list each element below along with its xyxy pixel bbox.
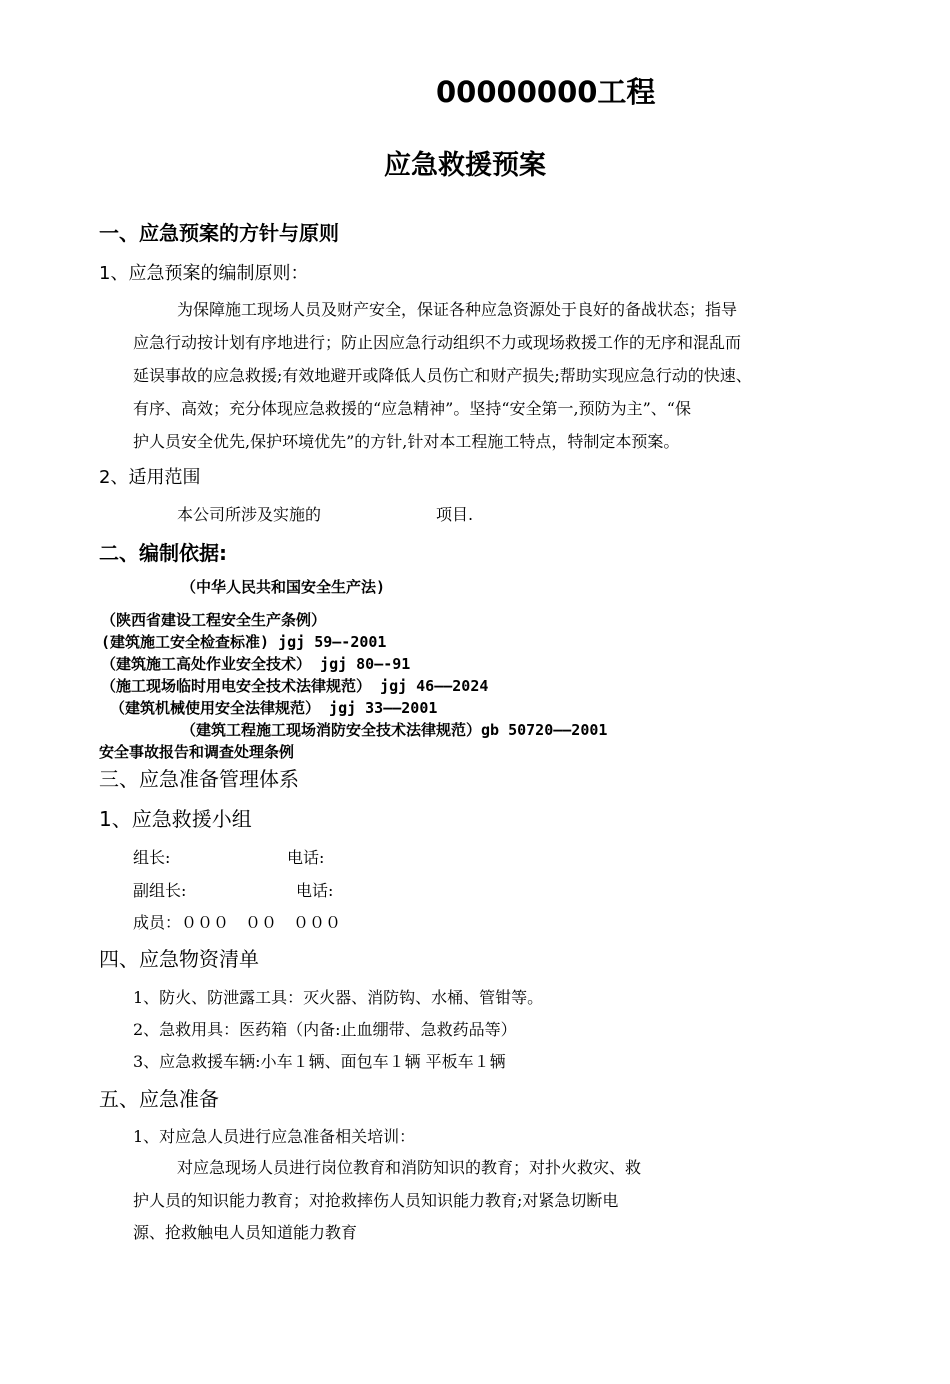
paragraph-line: 护人员的知识能力教育；对抢救摔伤人员知识能力教育;对紧急切断电 — [133, 1191, 619, 1210]
section-4-heading: 四、应急物资清单 — [99, 947, 259, 971]
reference-item: （建筑工程施工现场消防安全技术法律规范）gb 50720——2001 — [181, 721, 608, 739]
section-3-1-heading: 1、应急救援小组 — [99, 807, 252, 831]
document-title: 00000000工程 — [436, 75, 656, 109]
paragraph-line: 护人员安全优先,保护环境优先”的方针,针对本工程施工特点，特制定本预案。 — [133, 432, 680, 451]
leader-phone-label: 电话: — [287, 848, 325, 867]
members-line: 成员：０００ ００ ０００ — [133, 913, 342, 932]
supply-item: 2、急救用具：医药箱（内备:止血绷带、急救药品等） — [133, 1020, 517, 1039]
reference-item: （建筑施工高处作业安全技术） jgj 80—-91 — [101, 655, 411, 673]
paragraph-line: 为保障施工现场人员及财产安全，保证各种应急资源处于良好的备战状态；指导 — [177, 300, 738, 319]
section-2-heading: 二、编制依据: — [99, 541, 227, 565]
supply-item: 3、应急救援车辆:小车１辆、面包车１辆 平板车１辆 — [133, 1052, 506, 1071]
paragraph-line: 延误事故的应急救援;有效地避开或降低人员伤亡和财产损失;帮助实现应急行动的快速、 — [133, 366, 752, 385]
paragraph-line: 源、抢救触电人员知道能力教育 — [133, 1223, 358, 1242]
document-subtitle: 应急救援预案 — [384, 150, 546, 181]
section-5-heading: 五、应急准备 — [99, 1087, 219, 1111]
paragraph-line: 应急行动按计划有序地进行；防止因应急行动组织不力或现场救援工作的无序和混乱而 — [133, 333, 742, 352]
reference-item: 安全事故报告和调查处理条例 — [99, 743, 295, 761]
paragraph-line: 对应急现场人员进行岗位教育和消防知识的教育；对扑火救灾、救 — [177, 1158, 642, 1177]
scope-text-after: 项目. — [436, 505, 474, 524]
section-1-heading: 一、应急预案的方针与原则 — [99, 221, 339, 245]
reference-item: （建筑机械使用安全法律规范） jgj 33——2001 — [110, 699, 438, 717]
reference-item: （施工现场临时用电安全技术法律规范） jgj 46——2024 — [101, 677, 489, 695]
deputy-phone-label: 电话: — [296, 881, 334, 900]
leader-label: 组长: — [133, 848, 171, 867]
scope-text-before: 本公司所涉及实施的 — [177, 505, 322, 524]
training-item: 1、对应急人员进行应急准备相关培训： — [133, 1127, 416, 1146]
deputy-label: 副组长: — [133, 881, 187, 900]
supply-item: 1、防火、防泄露工具：灭火器、消防钩、水桶、管钳等。 — [133, 988, 544, 1007]
paragraph-line: 有序、高效；充分体现应急救援的“应急精神”。坚持“安全第一,预防为主”、“保 — [133, 399, 691, 418]
section-1-2-heading: 2、适用范围 — [99, 467, 201, 488]
reference-item: （陕西省建设工程安全生产条例） — [101, 611, 327, 629]
section-3-heading: 三、应急准备管理体系 — [99, 767, 299, 791]
reference-item: （中华人民共和国安全生产法) — [181, 578, 386, 596]
reference-item: (建筑施工安全检查标准) jgj 59—-2001 — [101, 633, 387, 651]
section-1-1-heading: 1、应急预案的编制原则： — [99, 263, 309, 284]
